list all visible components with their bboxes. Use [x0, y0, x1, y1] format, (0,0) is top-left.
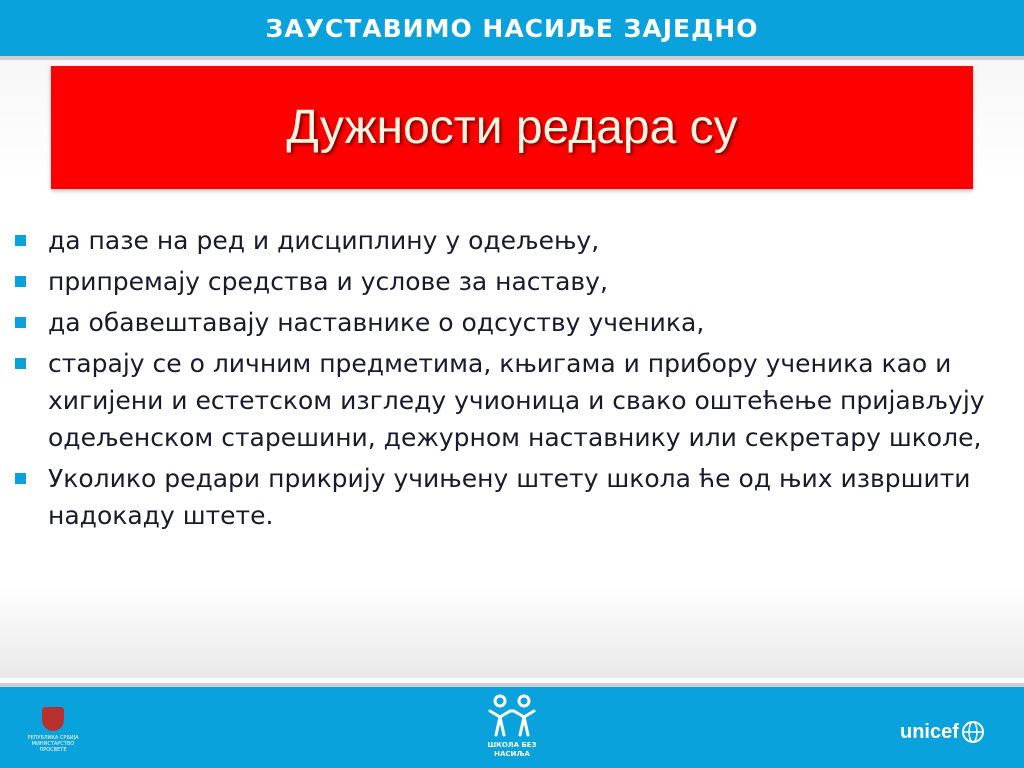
school-logo-caption: ШКОЛА БЕЗ НАСИЉА: [487, 741, 537, 758]
bullet-list: [12, 222, 1012, 538]
bullet-item: [12, 345, 1012, 456]
unicef-logo: [900, 717, 1010, 747]
campaign-title: ЗАУСТАВИМО НАСИЉЕ ЗАЈЕДНО: [265, 13, 759, 43]
crest-icon: [42, 707, 64, 731]
bullet-text: старају се о личним предметима, књигама и прибору ученика као и хигијени и естетском изгледу учионица и свако оштећење пријављују одељенском старешини, дежурном наставнику или секретару школе,: [48, 349, 985, 452]
footer-bar: [0, 683, 1024, 768]
bullet-marker-icon: [15, 276, 26, 287]
bullet-text: Уколико редари прикрију учињену штету школа ће од њих извршити надокаду штете.: [48, 464, 971, 530]
title-banner: [51, 66, 973, 189]
campaign-header: [0, 0, 1024, 60]
bullet-item: [12, 222, 1012, 259]
school-children-icon: [486, 693, 538, 739]
slide-title: Дужности редара су: [286, 101, 738, 154]
bullet-item: [12, 460, 1012, 534]
bullet-text: припремају средства и услове за наставу,: [48, 267, 608, 296]
school-without-violence-logo: [470, 693, 554, 767]
bullet-marker-icon: [15, 235, 26, 246]
bullet-marker-icon: [15, 317, 26, 328]
bullet-text: да обавештавају наставнике о одсуству ученика,: [48, 308, 705, 337]
bullet-item: [12, 263, 1012, 300]
crest-caption: РЕПУБЛИКА СРБИЈА МИНИСТАРСТВО ПРОСВЕТЕ: [27, 735, 79, 753]
bullet-marker-icon: [15, 473, 26, 484]
bullet-text: да пазе на ред и дисциплину у одељењу,: [48, 226, 600, 255]
unicef-wordmark: unicef: [900, 720, 959, 743]
unicef-globe-icon: [961, 720, 985, 744]
bullet-marker-icon: [15, 358, 26, 369]
bullet-item: [12, 304, 1012, 341]
crest-logo: [18, 707, 88, 757]
